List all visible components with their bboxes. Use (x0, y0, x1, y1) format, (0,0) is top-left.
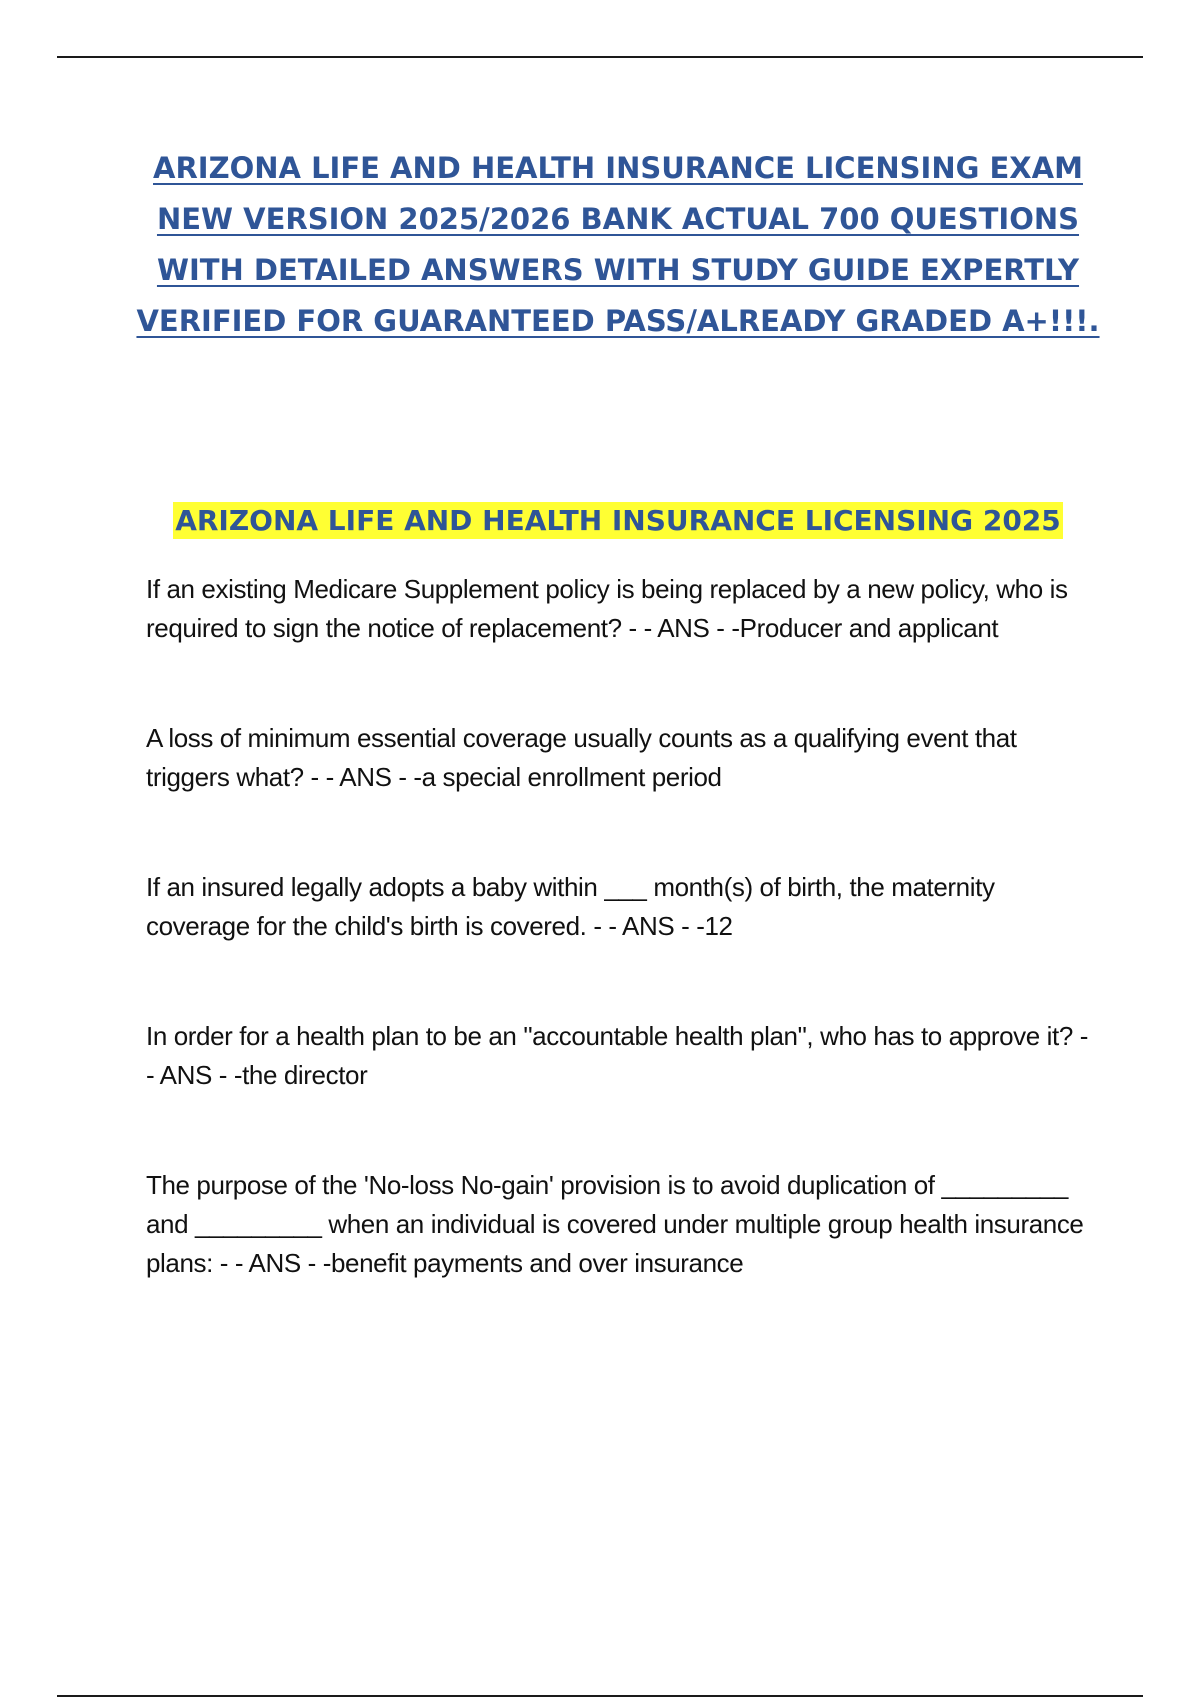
title-line: WITH DETAILED ANSWERS WITH STUDY GUIDE EXPERTLY (156, 253, 1080, 287)
highlighted-heading-text: ARIZONA LIFE AND HEALTH INSURANCE LICENSING 2025 (175, 504, 1061, 537)
title-line: VERIFIED FOR GUARANTEED PASS/ALREADY GRADED A+!!!. (136, 304, 1100, 338)
top-rule (57, 56, 1143, 58)
qa-item: The purpose of the 'No-loss No-gain' provision is to avoid duplication of _________ and _________ when an individual is covered under multiple group health insurance plans: - - ANS - -benefit payments and over insurance (146, 1170, 1084, 1278)
question-answer-list (146, 570, 1096, 1283)
section-heading (0, 500, 1200, 542)
bottom-rule (57, 1695, 1143, 1697)
document-title (120, 143, 1116, 347)
qa-item: In order for a health plan to be an "accountable health plan", who has to approve it? - - ANS - -the director (146, 1021, 1088, 1090)
title-line: ARIZONA LIFE AND HEALTH INSURANCE LICENSING EXAM (153, 151, 1083, 185)
qa-item: If an insured legally adopts a baby within ___ month(s) of birth, the maternity coverage for the child's birth is covered. - - ANS - -12 (146, 872, 995, 941)
title-line: NEW VERSION 2025/2026 BANK ACTUAL 700 QUESTIONS (156, 202, 1080, 236)
qa-item: If an existing Medicare Supplement policy is being replaced by a new policy, who is required to sign the notice of replacement? - - ANS - -Producer and applicant (146, 574, 1068, 643)
qa-item: A loss of minimum essential coverage usually counts as a qualifying event that triggers what? - - ANS - -a special enrollment period (146, 723, 1017, 792)
